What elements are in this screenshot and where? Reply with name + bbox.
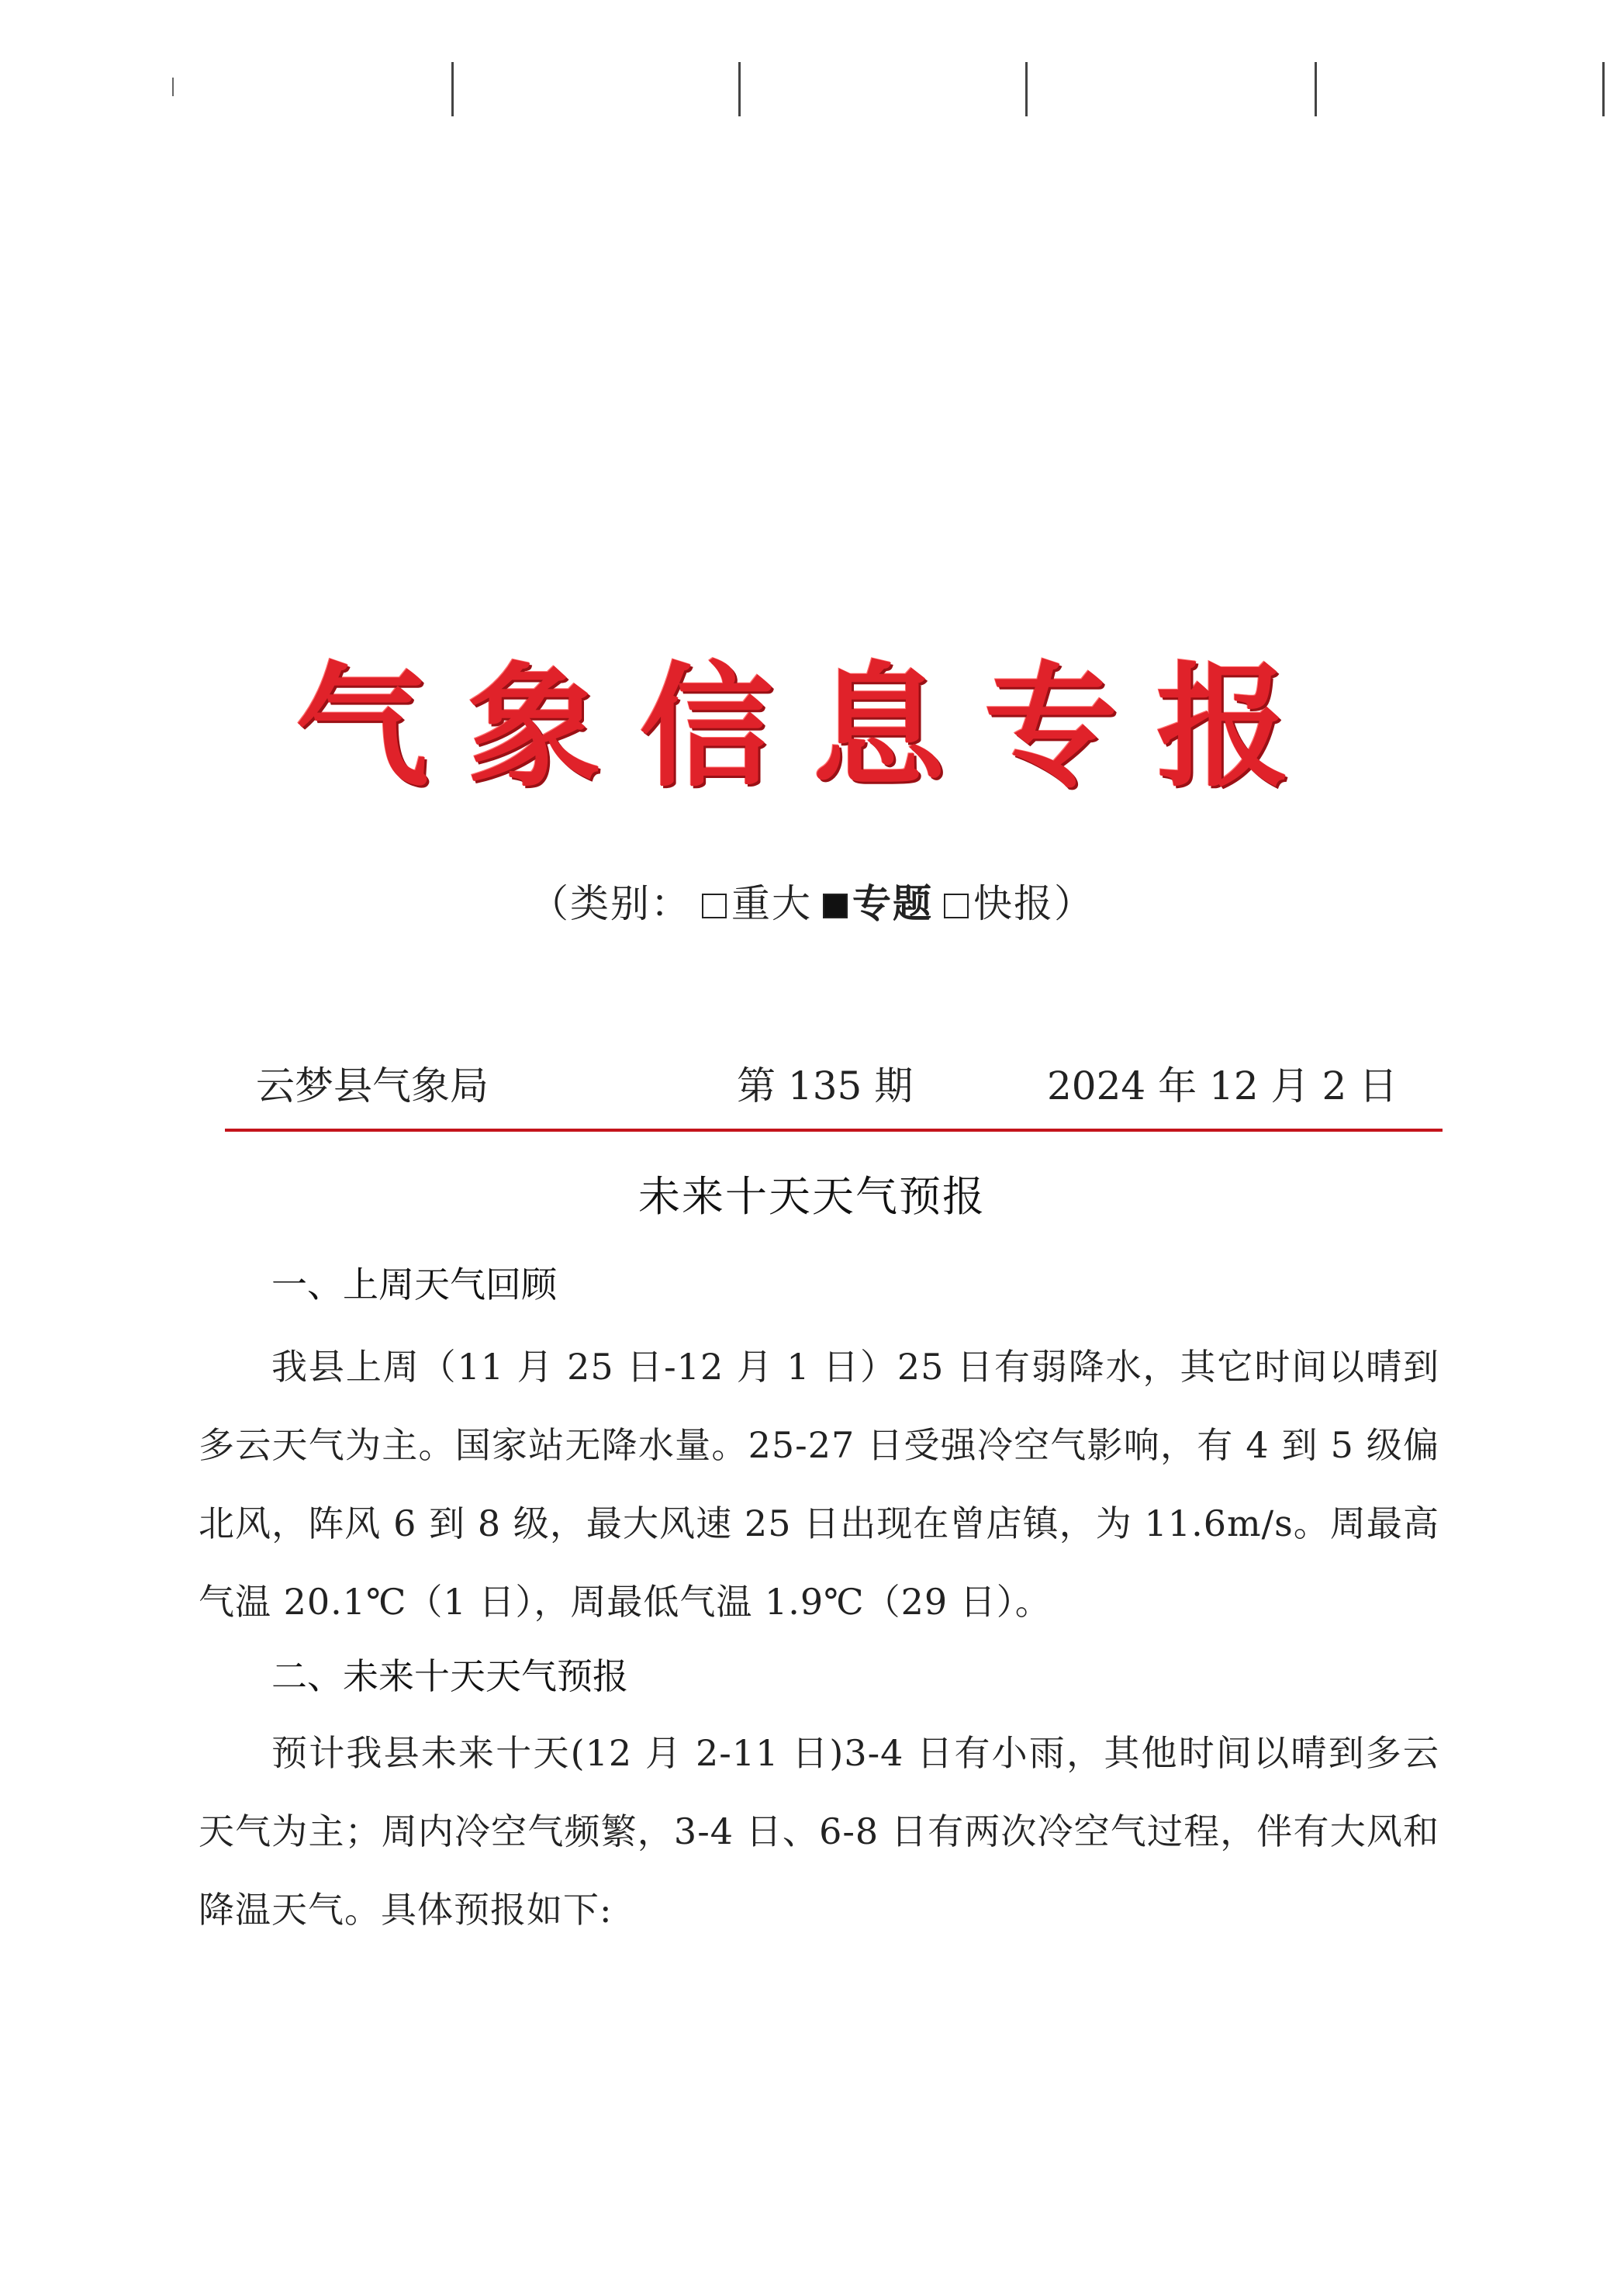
red-divider-rule: [225, 1129, 1443, 1132]
category-line: [0, 873, 1624, 928]
document-title: 未来十天天气预报: [638, 1172, 986, 1221]
issue-info-line: [256, 1055, 1419, 1109]
scan-mark: [1602, 62, 1605, 116]
checkbox-special: [823, 894, 848, 918]
category-option-flash: 快报: [973, 881, 1054, 926]
masthead-title: 气象信息专报: [295, 649, 1329, 805]
section-paragraph-review: 我县上周（11 月 25 日-12 月 1 日）25 日有弱降水，其它时间以晴到多云天气为主。国家站无降水量。25-27 日受强冷空气影响，有 4 到 5 级偏北风，阵风 6 到 8 级，最大风速 25 日出现在曾店镇，为 11.6m/s。周最高气温 20.1℃（1 日），周最低气温 1.9℃（29 日）。: [199, 1346, 1439, 1623]
scan-mark: [738, 62, 741, 116]
category-option-special: 专题: [852, 880, 933, 926]
checkbox-major: [702, 894, 727, 918]
scan-mark: [451, 62, 454, 116]
category-option-major: 重大: [731, 881, 812, 926]
scan-mark: [1315, 62, 1317, 116]
category-suffix: ）: [1054, 881, 1094, 926]
issue-date: 2024 年 12 月 2 日: [1047, 1063, 1398, 1108]
section-heading-review: 一、上周天气回顾: [271, 1264, 557, 1305]
issuer: 云梦县气象局: [256, 1063, 489, 1108]
checkbox-flash: [944, 894, 969, 918]
category-prefix: （类别：: [530, 881, 691, 926]
issue-number: 第 135 期: [737, 1063, 914, 1108]
scan-mark: [1025, 62, 1028, 116]
scan-mark: [172, 78, 174, 96]
section-paragraph-forecast: 预计我县未来十天(12 月 2-11 日)3-4 日有小雨，其他时间以晴到多云天气为主；周内冷空气频繁，3-4 日、6-8 日有两次冷空气过程，伴有大风和降温天气。具体预报如下:: [199, 1732, 1439, 1931]
section-heading-forecast: 二、未来十天天气预报: [271, 1655, 628, 1697]
